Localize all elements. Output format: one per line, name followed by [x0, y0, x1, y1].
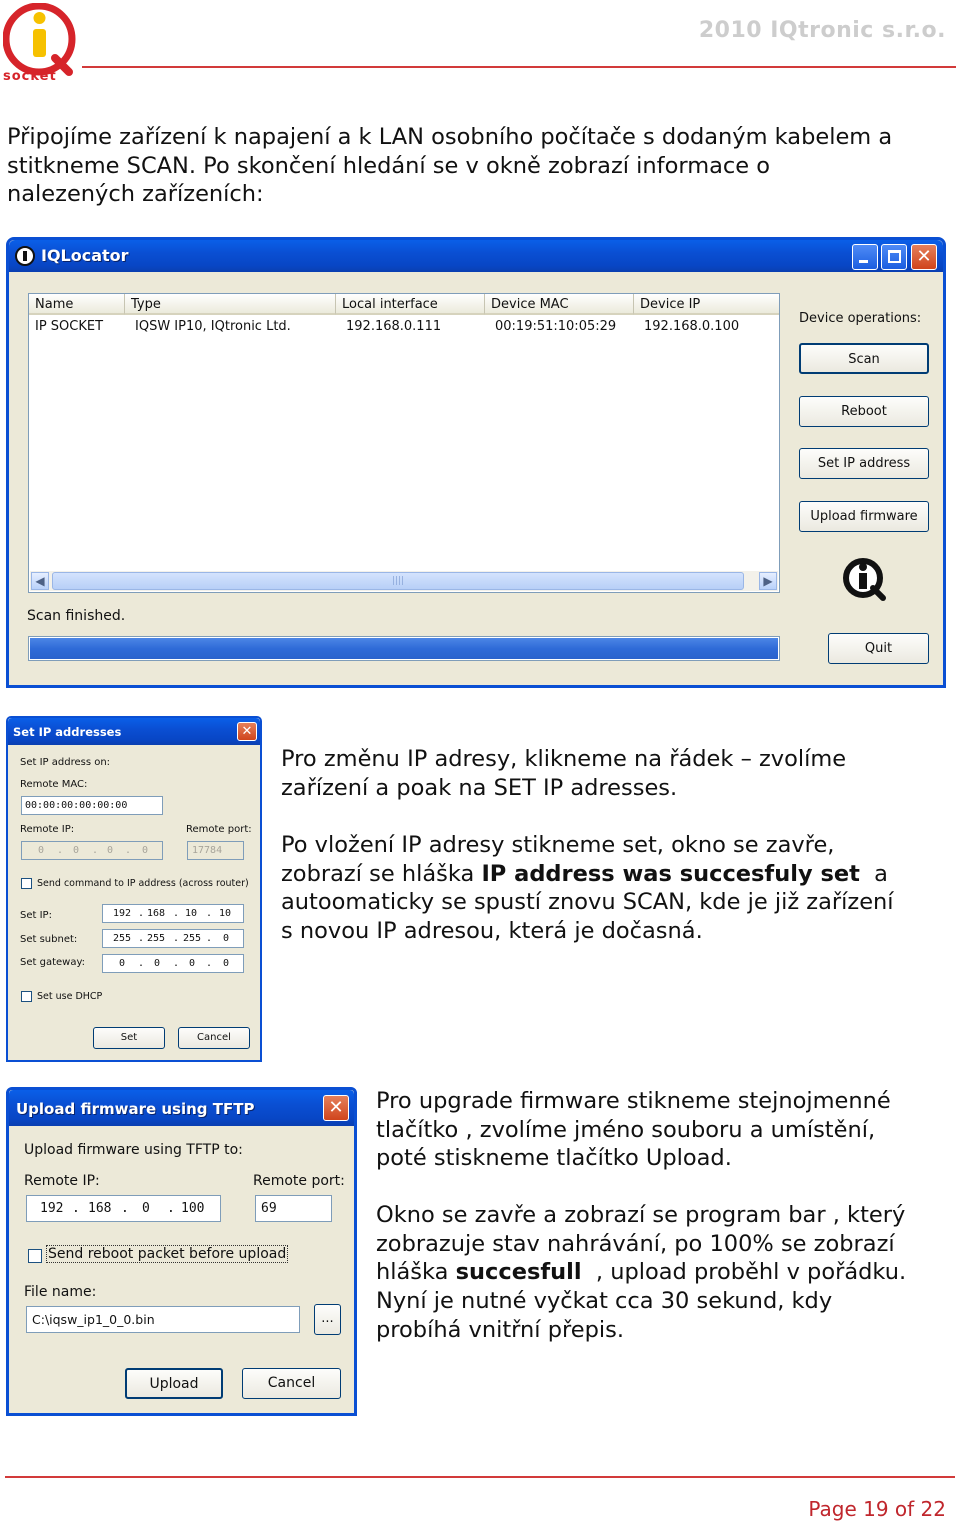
table-row[interactable] [29, 317, 779, 337]
text-span: hláška [376, 1259, 456, 1286]
ip-dot: . [92, 845, 99, 856]
set-button[interactable]: Set [93, 1027, 165, 1049]
scroll-right-button[interactable]: ▶ [759, 572, 777, 590]
ip-octet: 192 [113, 908, 132, 919]
set-ip-paragraph-1 [281, 745, 951, 802]
reboot-button[interactable]: Reboot [799, 396, 929, 427]
cell-device-ip: 192.168.0.100 [644, 319, 740, 334]
intro-line: nalezených zařízeních: [7, 181, 264, 208]
iqlocator-window [6, 237, 946, 688]
header-divider [82, 66, 956, 68]
ip-dot: . [138, 933, 145, 944]
cell-device-mac: 00:19:51:10:05:29 [495, 319, 617, 334]
upload-paragraph-1 [376, 1087, 956, 1173]
iqsocket-logo [3, 3, 83, 85]
ip-octet: 192 [40, 1201, 64, 1216]
ip-octet: 0 [142, 845, 149, 856]
text-line: probíhá vnitřní přepis. [376, 1316, 624, 1343]
device-list[interactable] [28, 293, 780, 593]
scroll-left-button[interactable]: ◀ [31, 572, 49, 590]
column-header-local-interface[interactable]: Local interface [336, 294, 485, 315]
footer-divider [5, 1476, 955, 1478]
close-button[interactable] [323, 1095, 349, 1121]
file-name-value: C:\iqsw_ip1_0_0.bin [32, 1312, 155, 1327]
cancel-button[interactable]: Cancel [178, 1027, 250, 1049]
scroll-grip: |||| [391, 576, 405, 586]
column-header-type[interactable]: Type [125, 294, 336, 315]
success-message: IP address was succesfuly set [481, 860, 860, 887]
minimize-button[interactable] [852, 244, 878, 270]
set-ip-field[interactable] [102, 904, 244, 923]
iqlocator-titlebar[interactable] [9, 240, 943, 272]
success-word: succesfull [455, 1259, 582, 1286]
file-name-field[interactable] [26, 1306, 300, 1333]
cancel-button[interactable]: Cancel [242, 1368, 341, 1399]
column-header-device-mac[interactable]: Device MAC [485, 294, 634, 315]
close-icon: ✕ [328, 1097, 344, 1118]
remote-ip-field[interactable] [21, 841, 163, 860]
column-header-device-ip[interactable]: Device IP [634, 294, 779, 315]
column-header-name[interactable]: Name [29, 294, 125, 315]
use-dhcp-checkbox[interactable] [21, 991, 32, 1002]
remote-port-value: 69 [261, 1201, 277, 1216]
text-line: Pro změnu IP adresy, klikneme na řádek – zvolíme [281, 746, 847, 772]
ip-octet: 0 [154, 958, 161, 969]
scan-progress-bar [28, 636, 780, 661]
ip-octet: 10 [219, 908, 232, 919]
remote-ip-field[interactable] [26, 1195, 221, 1222]
quit-button[interactable]: Quit [828, 633, 929, 664]
text-line: Pro upgrade firmware stikneme stejnojmenné [376, 1088, 891, 1114]
ip-octet: 10 [185, 908, 198, 919]
text-line [281, 860, 951, 889]
remote-mac-label: Remote MAC: [20, 779, 88, 790]
text-line: Nyní je nutné vyčkat cca 30 sekund, kdy [376, 1288, 833, 1315]
browse-button[interactable]: ... [314, 1304, 341, 1335]
ip-octet: 0 [119, 958, 126, 969]
remote-port-field[interactable] [187, 841, 244, 860]
upload-titlebar[interactable] [9, 1090, 354, 1126]
app-icon [15, 246, 35, 266]
upload-firmware-dialog [6, 1087, 357, 1416]
text-span: zobrazí se hláška [281, 860, 482, 887]
cell-local-interface: 192.168.0.111 [346, 319, 442, 334]
close-icon: ✕ [241, 724, 253, 739]
ip-octet: 0 [189, 958, 196, 969]
set-ip-dialog [6, 716, 262, 1062]
send-command-label: Send command to IP address (across router) [37, 878, 249, 889]
status-text: Scan finished. [27, 608, 126, 624]
cell-name: IP SOCKET [35, 319, 104, 334]
ip-octet: 0 [73, 845, 80, 856]
close-button[interactable] [911, 244, 937, 270]
send-command-checkbox[interactable] [21, 878, 32, 889]
set-ip-on-label: Set IP address on: [20, 757, 111, 768]
close-button[interactable] [237, 722, 257, 741]
ip-dot: . [173, 958, 180, 969]
file-name-label: File name: [24, 1284, 97, 1300]
set-ip-label: Set IP: [20, 910, 52, 921]
cell-type: IQSW IP10, IQtronic Ltd. [135, 319, 291, 334]
text-line [376, 1258, 956, 1287]
iq-logo-icon [842, 557, 888, 603]
ip-dot: . [57, 845, 64, 856]
ip-dot: . [167, 1201, 175, 1216]
ip-dot: . [138, 908, 145, 919]
upload-firmware-button[interactable]: Upload firmware [799, 501, 929, 532]
ip-octet: 255 [147, 933, 166, 944]
intro-paragraph [7, 123, 947, 209]
company-name: 2010 IQtronic s.r.o. [698, 18, 946, 43]
ip-dot: . [173, 933, 180, 944]
remote-port-label: Remote port: [253, 1173, 345, 1189]
scroll-thumb[interactable] [52, 572, 744, 590]
ip-octet: 168 [88, 1201, 112, 1216]
use-dhcp-label: Set use DHCP [37, 991, 103, 1002]
text-line: s novou IP adresou, která je dočasná. [281, 918, 703, 945]
ip-dot: . [206, 933, 213, 944]
ip-octet: 0 [223, 958, 230, 969]
horizontal-scrollbar[interactable] [30, 571, 778, 591]
close-icon: ✕ [916, 246, 932, 267]
page-number: Page 19 of 22 [808, 1497, 946, 1521]
upload-paragraph-2 [376, 1201, 956, 1345]
text-line: poté stiskneme tlačítko Upload. [376, 1145, 732, 1172]
set-gateway-label: Set gateway: [20, 957, 86, 968]
ip-dot: . [121, 1201, 129, 1216]
text-span: a [859, 860, 888, 887]
window-title: IQLocator [41, 246, 129, 265]
upload-to-label: Upload firmware using TFTP to: [24, 1142, 243, 1158]
set-subnet-label: Set subnet: [20, 934, 78, 945]
maximize-button[interactable] [881, 244, 907, 270]
ip-octet: 100 [181, 1201, 205, 1216]
ip-octet: 0 [107, 845, 114, 856]
remote-port-value: 17784 [192, 845, 223, 856]
text-line: tlačítko , zvolíme jméno souboru a umístění, [376, 1116, 876, 1143]
send-reboot-label: Send reboot packet before upload [48, 1246, 287, 1262]
text-line: zobrazuje stav nahrávání, po 100% se zobrazí [376, 1230, 895, 1257]
ip-octet: 0 [38, 845, 45, 856]
text-line: zařízení a poak na SET IP adresses. [281, 774, 678, 801]
ip-dot: . [125, 845, 132, 856]
progress-fill [30, 638, 778, 659]
text-line: Po vložení IP adresy stikneme set, okno se zavře, [281, 832, 835, 858]
device-operations-label: Device operations: [799, 311, 922, 326]
send-reboot-checkbox[interactable] [28, 1249, 42, 1263]
text-line: autoomaticky se spustí znovu SCAN, kde je již zařízení [281, 889, 894, 916]
ip-dot: . [206, 958, 213, 969]
remote-mac-value: 00:00:00:00:00:00 [25, 800, 128, 811]
set-ip-titlebar[interactable] [8, 718, 260, 745]
logo-text: socket [3, 69, 57, 84]
upload-button[interactable]: Upload [125, 1368, 223, 1399]
remote-ip-label: Remote IP: [20, 824, 75, 835]
ip-octet: 0 [142, 1201, 150, 1216]
intro-line: stitkneme SCAN. Po skončení hledání se v okně zobrazí informace o [7, 152, 771, 179]
remote-port-label: Remote port: [186, 824, 252, 835]
set-ip-paragraph-2 [281, 831, 951, 946]
remote-ip-label: Remote IP: [24, 1173, 100, 1189]
ip-dot: . [72, 1201, 80, 1216]
dialog-title: Upload firmware using TFTP [16, 1100, 255, 1118]
ip-dot: . [173, 908, 180, 919]
set-gateway-field[interactable] [102, 954, 244, 973]
set-ip-address-button[interactable]: Set IP address [799, 448, 929, 479]
ip-octet: 168 [147, 908, 166, 919]
text-span: , upload proběhl v pořádku. [581, 1259, 907, 1286]
ip-octet: 255 [113, 933, 132, 944]
scan-button[interactable]: Scan [799, 343, 929, 374]
remote-port-field[interactable] [255, 1195, 332, 1222]
text-line: Okno se zavře a zobrazí se program bar , který [376, 1202, 906, 1228]
remote-mac-field[interactable] [21, 796, 163, 815]
ip-dot: . [206, 908, 213, 919]
ip-dot: . [138, 958, 145, 969]
intro-line: Připojíme zařízení k napajení a k LAN osobního počítače s dodaným kabelem a [7, 124, 893, 150]
ip-octet: 0 [223, 933, 230, 944]
dialog-title: Set IP addresses [13, 725, 122, 739]
set-subnet-field[interactable] [102, 929, 244, 948]
ip-octet: 255 [183, 933, 202, 944]
